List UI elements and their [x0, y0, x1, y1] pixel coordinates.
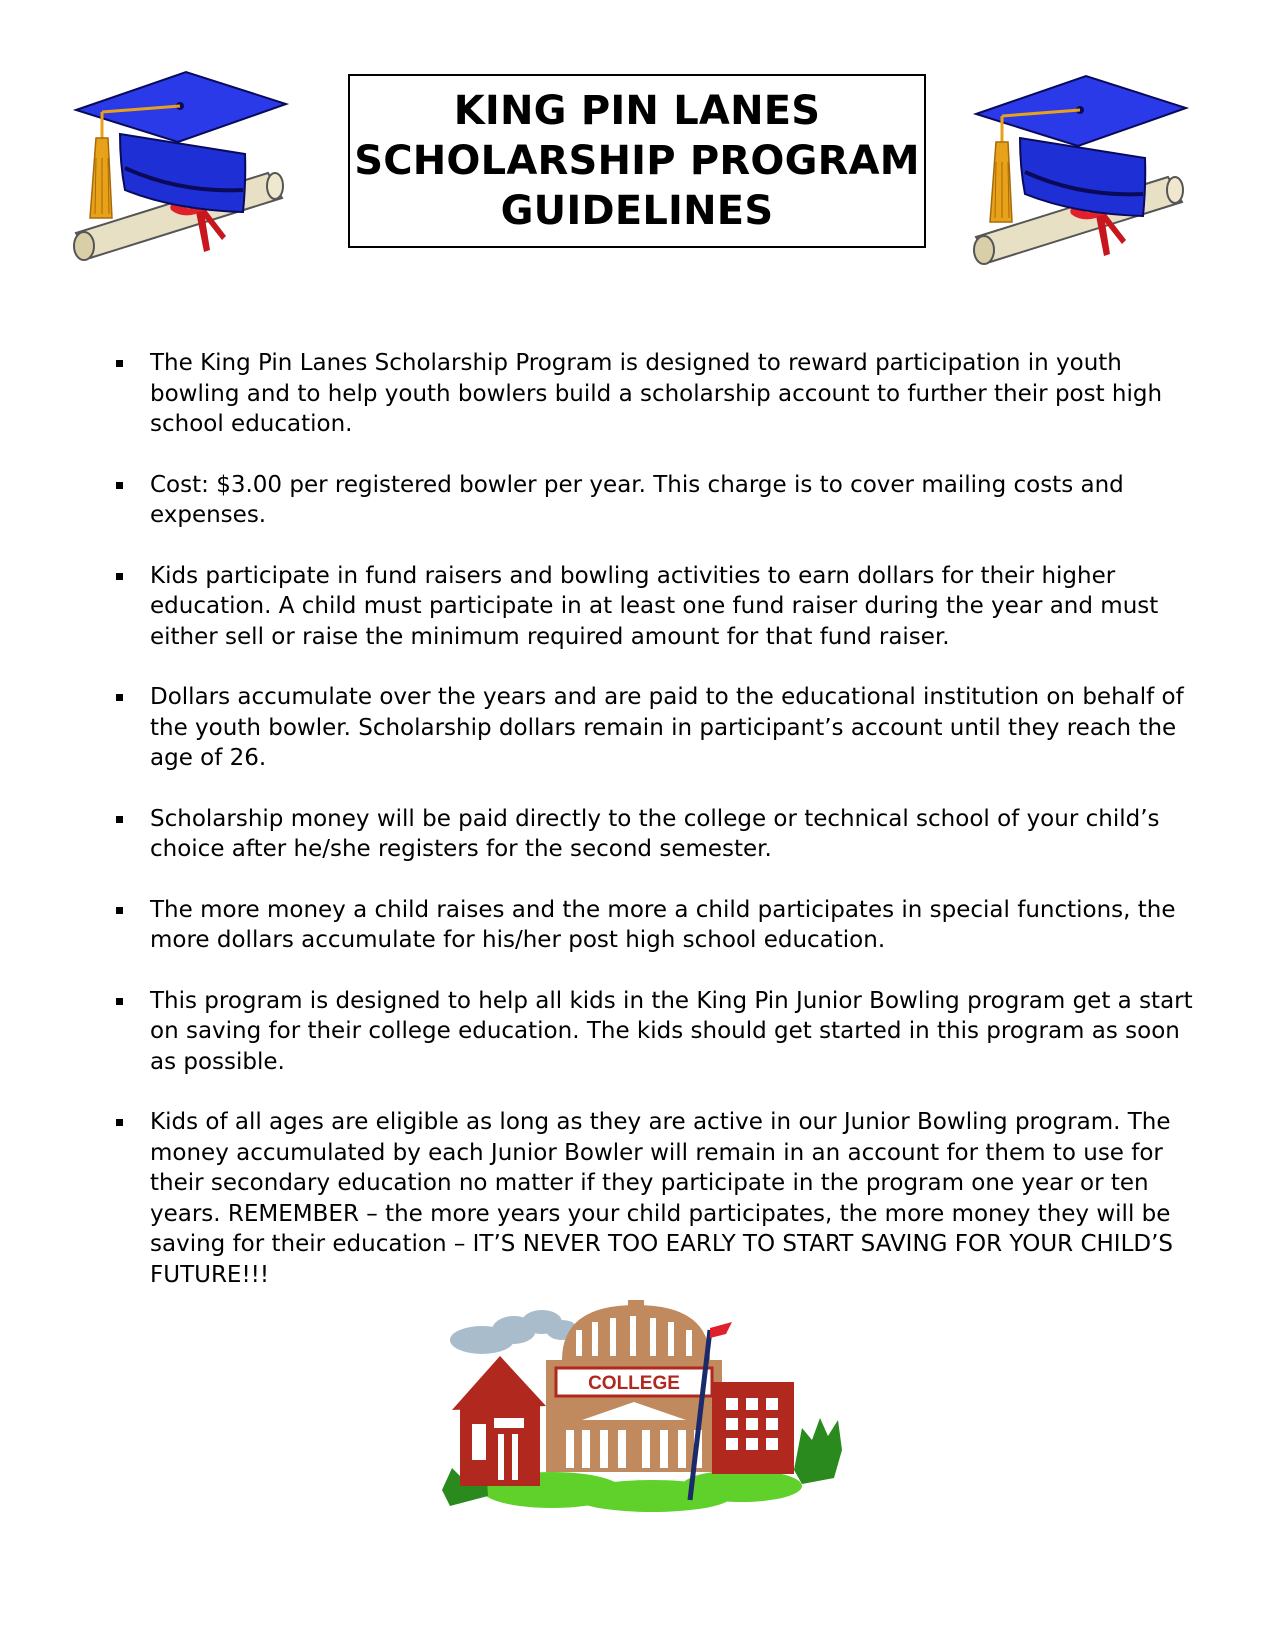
list-item-text: Kids of all ages are eligible as long as they are active in our Junior Bowling program. The money accumulated by each Junior Bowler will remain in an account for them to use for their secondary education no matter if they participate in the program one year or ten years. REMEMBER – the more years your child participates, the more money they will be saving for their education – IT’S NEVER TOO EARLY TO START SAVING FOR YOUR CHILD’S FUTURE!!!	[150, 1109, 1174, 1288]
list-item-text: This program is designed to help all kids in the King Pin Junior Bowling program get a start on saving for their college education. The kids should get started in this program as soon as possible.	[150, 987, 1193, 1075]
graduation-cap-diploma-icon	[68, 68, 300, 268]
college-sign-text: COLLEGE	[588, 1373, 680, 1394]
list-item-text: The more money a child raises and the more a child participates in special functions, the more dollars accumulate for his/her post high school education.	[150, 896, 1176, 953]
title-line-1: KING PIN LANES	[453, 88, 821, 134]
bullet-icon	[116, 998, 123, 1005]
title-line-3: GUIDELINES	[500, 188, 774, 234]
college-building-icon	[442, 1300, 862, 1520]
bullet-icon	[116, 816, 123, 823]
list-item	[110, 1107, 1210, 1290]
list-item-text: Dollars accumulate over the years and are paid to the educational institution on behalf of the youth bowler. Scholarship dollars remain in participant’s account until they reach the age of 26.	[150, 684, 1184, 771]
guidelines-list	[110, 348, 1210, 1320]
list-item	[110, 561, 1210, 653]
right-building	[712, 1382, 794, 1474]
title-box	[348, 74, 926, 248]
list-item	[110, 682, 1210, 774]
left-building	[452, 1356, 546, 1486]
cloud	[450, 1310, 578, 1354]
graduation-cap-diploma-icon	[968, 72, 1200, 272]
bullet-icon	[116, 694, 123, 701]
title-line-2: SCHOLARSHIP PROGRAM	[354, 138, 920, 184]
bullet-icon	[116, 360, 123, 367]
list-item-text: The King Pin Lanes Scholarship Program is designed to reward participation in youth bowling and to help youth bowlers build a scholarship account to further their post high school education.	[150, 350, 1163, 437]
list-item	[110, 470, 1210, 531]
list-item	[110, 804, 1210, 865]
bullet-icon	[116, 573, 123, 580]
bush-right	[794, 1418, 842, 1484]
list-item-text: Cost: $3.00 per registered bowler per year. This charge is to cover mailing costs and expenses.	[150, 471, 1124, 528]
bullet-icon	[116, 482, 123, 489]
list-item-text: Scholarship money will be paid directly to the college or technical school of your child’s choice after he/she registers for the second semester.	[150, 805, 1160, 862]
list-item-text: Kids participate in fund raisers and bowling activities to earn dollars for their higher education. A child must participate in at least one fund raiser during the year and must either sell or raise the minimum required amount for that fund raiser.	[150, 562, 1159, 650]
bullet-icon	[116, 907, 123, 914]
list-item	[110, 986, 1210, 1078]
list-item	[110, 895, 1210, 956]
list-item	[110, 348, 1210, 440]
bullet-icon	[116, 1119, 123, 1126]
